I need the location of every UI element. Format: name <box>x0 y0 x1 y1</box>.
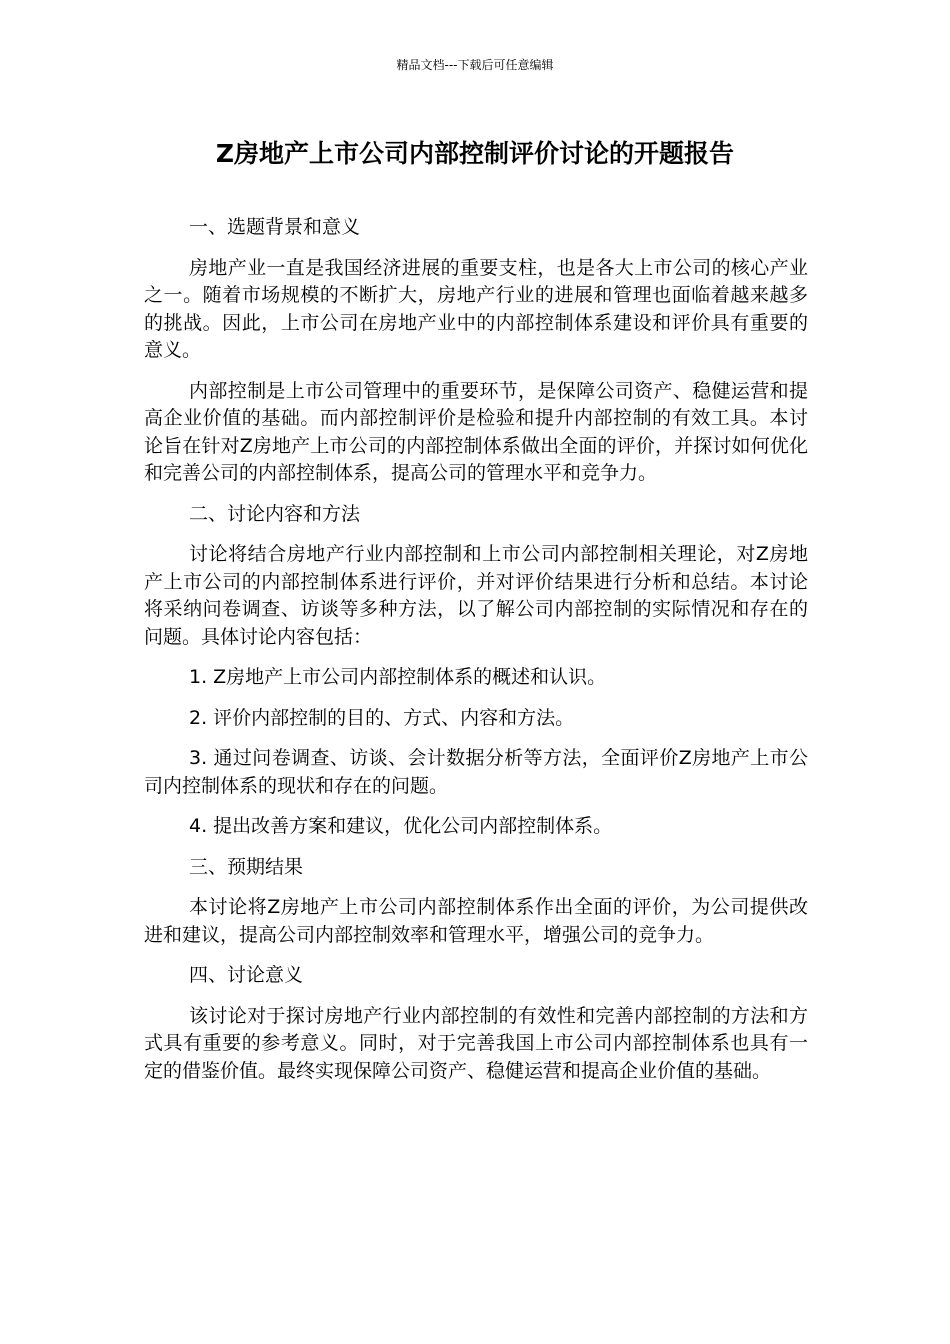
body-paragraph: 本讨论将Z房地产上市公司内部控制体系作出全面的评价，为公司提供改进和建议，提高公司内部控制效率和管理水平，增强公司的竞争力。 <box>144 896 808 946</box>
section-heading-content-method: 二、讨论内容和方法 <box>189 502 361 525</box>
section-heading-expected-results: 三、预期结果 <box>189 855 304 878</box>
list-item: 3. 通过问卷调查、访谈、会计数据分析等方法，全面评价Z房地产上市公司内控制体系的现状和存在的问题。 <box>144 747 808 797</box>
body-paragraph: 房地产业一直是我国经济进展的重要支柱，也是各大上市公司的核心产业之一。随着市场规模的不断扩大，房地产行业的进展和管理也面临着越来越多的挑战。因此，上市公司在房地产业中的内部控制体系建设和评价具有重要的意义。 <box>144 256 808 361</box>
list-item: 2. 评价内部控制的目的、方式、内容和方法。 <box>189 706 575 729</box>
section-heading-significance: 四、讨论意义 <box>189 964 304 986</box>
document-body <box>144 214 808 1098</box>
list-item: 4. 提出改善方案和建议，优化公司内部控制体系。 <box>189 815 613 837</box>
section-heading-background: 一、选题背景和意义 <box>189 216 361 238</box>
document-title: Z房地产上市公司内部控制评价讨论的开题报告 <box>215 139 735 168</box>
list-item: 1. Z房地产上市公司内部控制体系的概述和认识。 <box>189 666 607 688</box>
body-paragraph: 内部控制是上市公司管理中的重要环节，是保障公司资产、稳健运营和提高企业价值的基础。而内部控制评价是检验和提升内部控制的有效工具。本讨论旨在针对Z房地产上市公司的内部控制体系做出全面的评价，并探讨如何优化和完善公司的内部控制体系，提高公司的管理水平和竞争力。 <box>144 379 808 484</box>
body-paragraph: 讨论将结合房地产行业内部控制和上市公司内部控制相关理论，对Z房地产上市公司的内部控制体系进行评价，并对评价结果进行分析和总结。本讨论将采纳问卷调查、访谈等多种方法，以了解公司内部控制的实际情况和存在的问题。具体讨论内容包括： <box>144 543 808 648</box>
body-paragraph: 该讨论对于探讨房地产行业内部控制的有效性和完善内部控制的方法和方式具有重要的参考意义。同时，对于完善我国上市公司内部控制体系也具有一定的借鉴价值。最终实现保障公司资产、稳健运营和提高企业价值的基础。 <box>144 1004 808 1082</box>
page-header: 精品文档---下载后可任意编辑 <box>396 58 554 72</box>
